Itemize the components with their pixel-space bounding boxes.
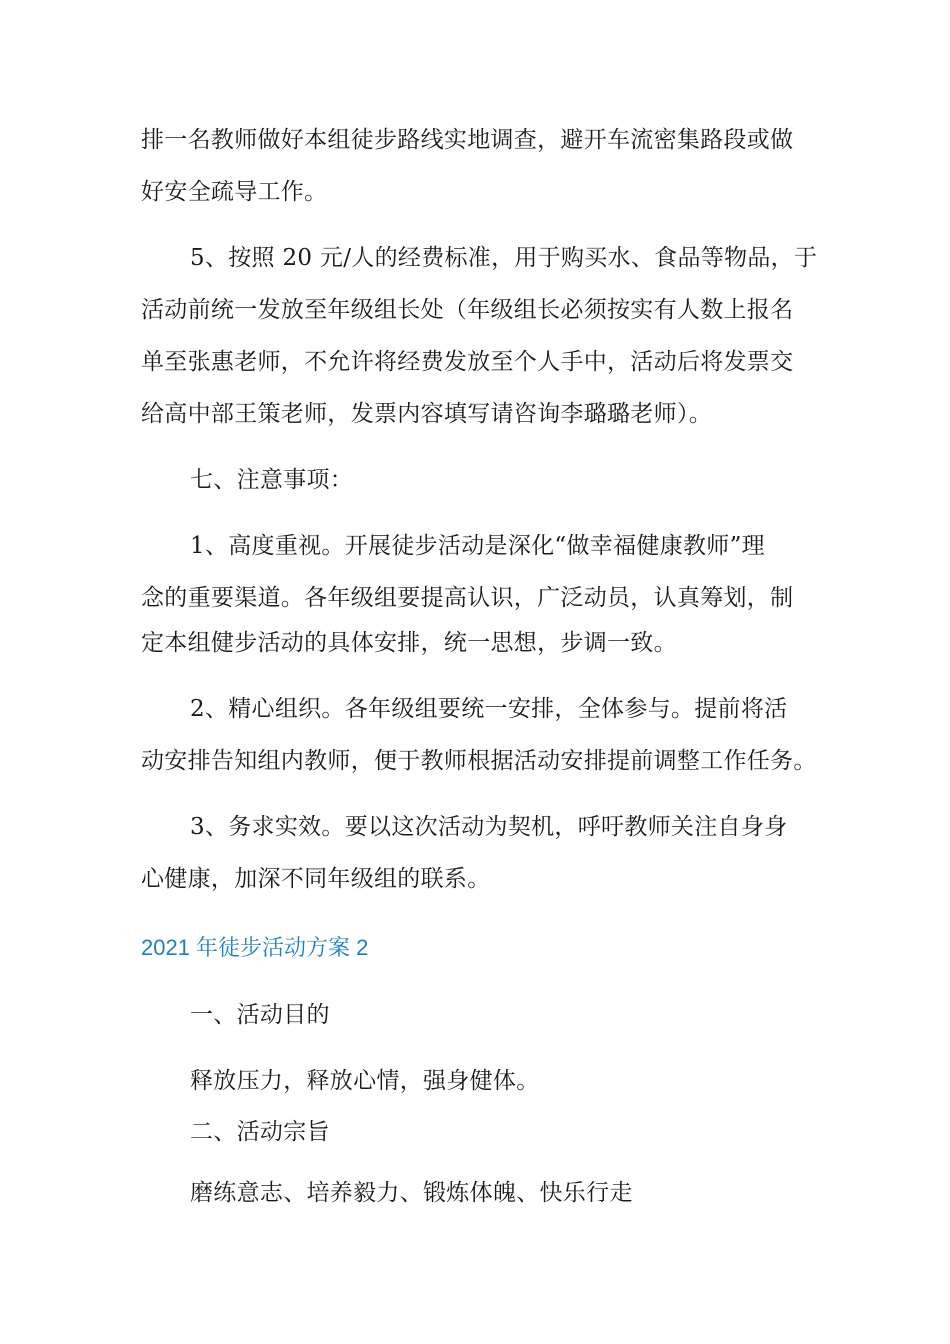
paragraph-line: 念的重要渠道。各年级组要提高认识，广泛动员，认真筹划，制 bbox=[141, 585, 794, 611]
paragraph-line: 动安排告知组内教师，便于教师根据活动安排提前调整工作任务。 bbox=[141, 748, 817, 774]
paragraph-line: 定本组健步活动的具体安排，统一思想，步调一致。 bbox=[141, 630, 677, 656]
paragraph-line: 1、高度重视。开展徒步活动是深化“做幸福健康教师”理 bbox=[190, 533, 765, 559]
section-title: 一、活动目的 bbox=[190, 1002, 330, 1028]
paragraph-line: 单至张惠老师，不允许将经费发放至个人手中，活动后将发票交 bbox=[141, 349, 794, 375]
paragraph-line: 3、务求实效。要以这次活动为契机，呼吁教师关注自身身 bbox=[190, 814, 788, 840]
paragraph-line: 磨练意志、培养毅力、锻炼体魄、快乐行走 bbox=[190, 1180, 633, 1206]
paragraph-line: 释放压力，释放心情，强身健体。 bbox=[190, 1068, 540, 1094]
paragraph-line: 好安全疏导工作。 bbox=[141, 179, 328, 205]
paragraph-line: 心健康，加深不同年级组的联系。 bbox=[141, 866, 491, 892]
paragraph-line: 排一名教师做好本组徒步路线实地调查，避开车流密集路段或做 bbox=[141, 127, 794, 153]
section-title: 二、活动宗旨 bbox=[190, 1119, 330, 1145]
section-title: 七、注意事项： bbox=[190, 467, 354, 493]
paragraph-line: 5、按照 20 元/人的经费标准，用于购买水、食品等物品，于 bbox=[190, 245, 818, 271]
paragraph-line: 给高中部王策老师，发票内容填写请咨询李璐璐老师）。 bbox=[141, 401, 712, 427]
paragraph-line: 活动前统一发放至年级组长处（年级组长必须按实有人数上报名 bbox=[141, 297, 794, 323]
paragraph-line: 2、精心组织。各年级组要统一安排，全体参与。提前将活 bbox=[190, 696, 788, 722]
plan-heading: 2021 年徒步活动方案 2 bbox=[141, 935, 369, 960]
